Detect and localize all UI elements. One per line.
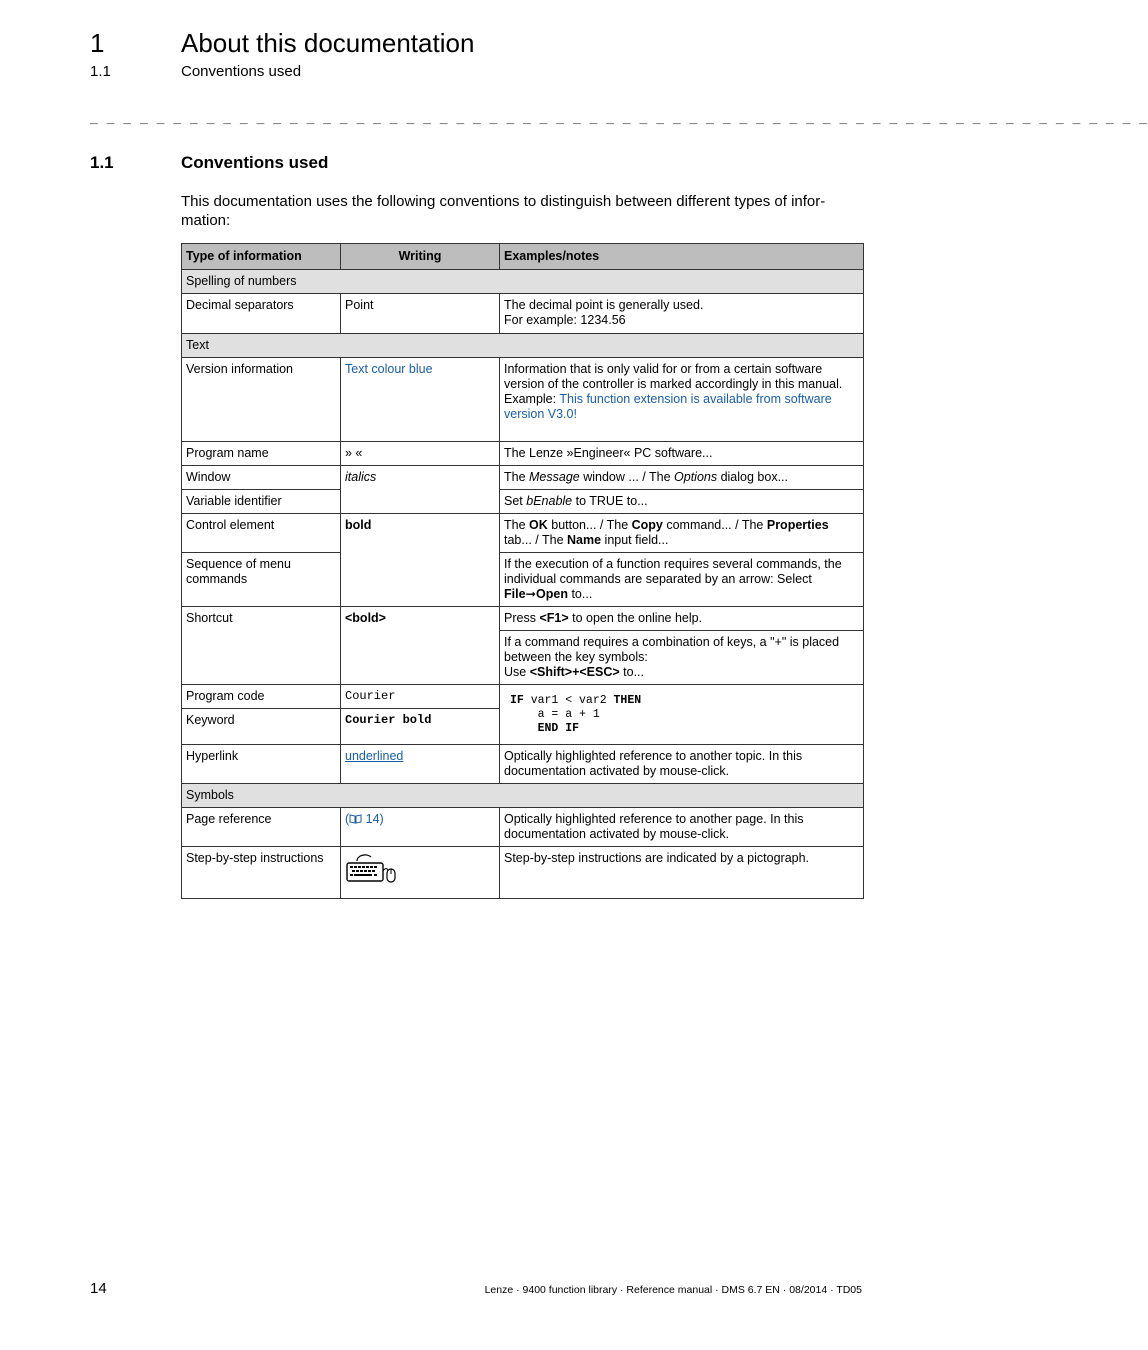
type-cell: Shortcut <box>182 607 341 685</box>
writing-cell: <bold> <box>341 607 500 685</box>
table-row <box>182 466 864 490</box>
table-row <box>182 607 864 631</box>
table-row <box>182 808 864 847</box>
table-row <box>182 358 864 442</box>
separator-line: _ _ _ _ _ _ _ _ _ _ _ _ _ _ _ _ _ _ _ _ _ _ _ _ _ _ _ _ _ _ _ _ _ _ _ _ _ _ _ _ _ _ _ _ _ _ _ _ _ _ _ _ _ _ _ _ _ _ _ _ _ _ _ _ <box>90 110 1148 125</box>
group-row-numbers <box>182 270 864 294</box>
code-example-cell <box>500 685 864 745</box>
type-cell: Page reference <box>182 808 341 847</box>
table-row <box>182 514 864 553</box>
note-cell: The OK button... / The Copy command... / The Properties tab... / The Name input field... <box>500 514 864 553</box>
note-cell: If a command requires a combination of keys, a "+" is placed between the key symbols: Use <Shift>+<ESC> to... <box>500 631 864 685</box>
note-cell: Set bEnable to TRUE to... <box>500 490 864 514</box>
table-row <box>182 847 864 899</box>
code-example: IF var1 < var2 THEN a = a + 1 END IF <box>510 693 642 735</box>
note-cell: The decimal point is generally used. For example: 1234.56 <box>500 294 864 334</box>
hyperlink-example[interactable]: underlined <box>345 749 404 763</box>
header-type: Type of information <box>182 244 341 270</box>
header-writing: Writing <box>341 244 500 270</box>
writing-cell: bold <box>341 514 500 607</box>
type-cell: Step-by-step instructions <box>182 847 341 899</box>
footer-doc-info: Lenze · 9400 function library · Reference manual · DMS 6.7 EN · 08/2014 · TD05 <box>484 1284 862 1296</box>
type-cell: Sequence of menu commands <box>182 553 341 607</box>
note-cell: Optically highlighted reference to another page. In this documentation activated by mouse-click. <box>500 808 864 847</box>
page-reference-link[interactable]: ( 14) <box>345 812 384 826</box>
writing-cell: Text colour blue <box>341 358 500 442</box>
table-row <box>182 553 864 607</box>
table-row <box>182 745 864 784</box>
group-row-symbols <box>182 784 864 808</box>
note-cell: Optically highlighted reference to another topic. In this documentation activated by mouse-click. <box>500 745 864 784</box>
note-cell: If the execution of a function requires several commands, the individual commands are separated by an arrow: Select File➞Open to... <box>500 553 864 607</box>
version-example: This function extension is available from software version V3.0! <box>504 392 832 421</box>
table-header-row <box>182 244 864 270</box>
header-examples: Examples/notes <box>500 244 864 270</box>
table-row <box>182 490 864 514</box>
chapter-number: 1 <box>90 28 105 58</box>
group-label: Symbols <box>182 784 864 808</box>
book-icon <box>349 814 362 824</box>
writing-cell <box>341 808 500 847</box>
type-cell: Program name <box>182 442 341 466</box>
writing-cell: italics <box>341 466 500 514</box>
group-label: Spelling of numbers <box>182 270 864 294</box>
note-cell: Information that is only valid for or from a certain software version of the controller is marked accordingly in this manual. Example: This function extension is available from software version V3.0! <box>500 358 864 442</box>
writing-cell: » « <box>341 442 500 466</box>
group-label: Text <box>182 334 864 358</box>
note-cell: Step-by-step instructions are indicated by a pictograph. <box>500 847 864 899</box>
table-row <box>182 442 864 466</box>
writing-cell: Courier <box>341 685 500 709</box>
type-cell: Variable identifier <box>182 490 341 514</box>
type-cell: Hyperlink <box>182 745 341 784</box>
header-section-number: 1.1 <box>90 63 111 80</box>
group-row-text <box>182 334 864 358</box>
note-cell: The Lenze »Engineer« PC software... <box>500 442 864 466</box>
type-cell: Program code <box>182 685 341 709</box>
type-cell: Decimal separators <box>182 294 341 334</box>
writing-cell <box>341 847 500 899</box>
conventions-table <box>181 243 864 899</box>
type-cell: Keyword <box>182 709 341 745</box>
keyboard-mouse-icon <box>345 851 399 885</box>
header-section-title: Conventions used <box>181 63 302 80</box>
note-cell: The Message window ... / The Options dialog box... <box>500 466 864 490</box>
note-cell: Press <F1> to open the online help. <box>500 607 864 631</box>
page-number: 14 <box>90 1280 107 1297</box>
table-row <box>182 294 864 334</box>
writing-cell: Point <box>341 294 500 334</box>
type-cell: Control element <box>182 514 341 553</box>
intro-paragraph: This documentation uses the following conventions to distinguish between different types of infor- mation: <box>181 193 826 229</box>
chapter-title: About this documentation <box>181 28 475 58</box>
section-number: 1.1 <box>90 153 114 172</box>
type-cell: Version information <box>182 358 341 442</box>
type-cell: Window <box>182 466 341 490</box>
table-row <box>182 685 864 709</box>
section-title: Conventions used <box>181 153 329 172</box>
writing-cell: Courier bold <box>341 709 500 745</box>
writing-cell <box>341 745 500 784</box>
